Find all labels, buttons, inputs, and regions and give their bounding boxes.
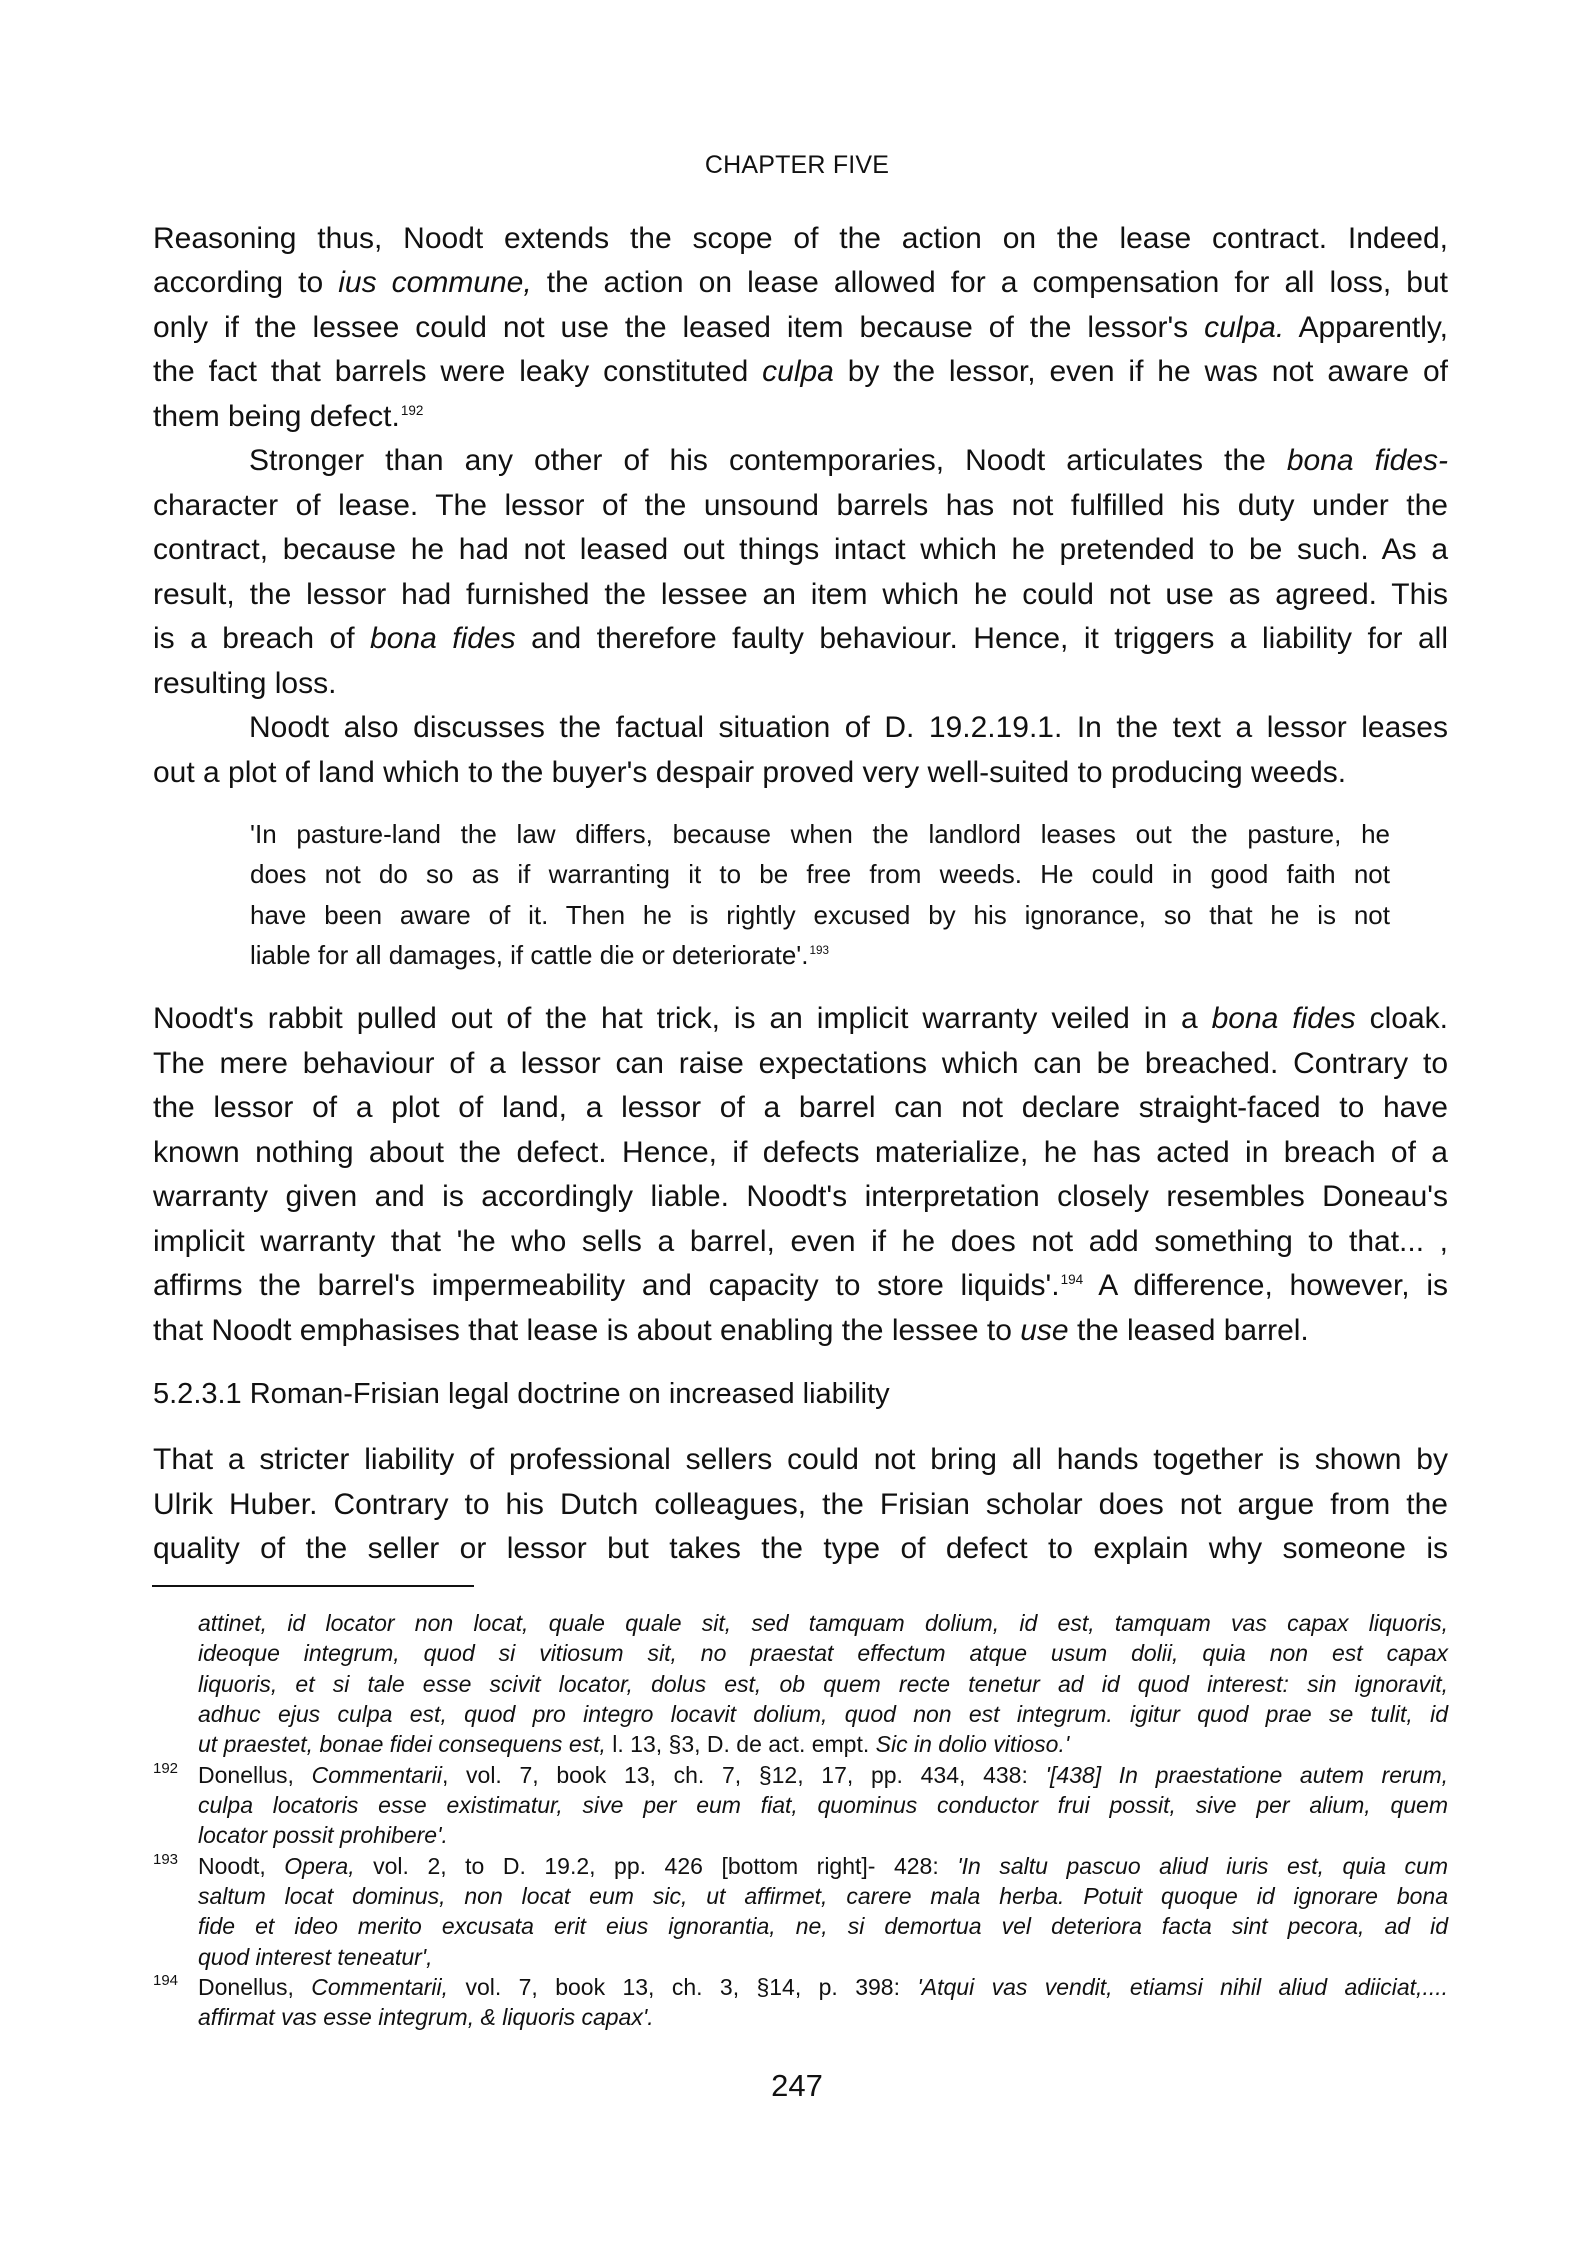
body-line — [153, 755, 1346, 791]
text-run: liable for all damages, if cattle die or deteriorate'. — [250, 940, 809, 970]
body-line — [153, 666, 336, 702]
text-run: 5.2.3.1 Roman-Frisian legal doctrine on increased liability — [153, 1378, 890, 1410]
blockquote-line — [250, 939, 829, 977]
footnote-line — [198, 1639, 1448, 1667]
body-line — [153, 1001, 1448, 1037]
text-run: the fact that barrels were leaky constituted — [153, 355, 763, 388]
italic-text: bona fides- — [1286, 444, 1448, 477]
body-line — [153, 621, 1448, 657]
body-line — [153, 1046, 1448, 1082]
body-line — [153, 221, 1448, 257]
text-run: warranty given and is accordingly liable. Noodt's interpretation closely resembles Doneau's — [153, 1180, 1448, 1213]
text-run: Ulrik Huber. Contrary to his Dutch colleagues, the Frisian scholar does not argue from the — [153, 1488, 1448, 1521]
text-run: according to — [153, 266, 339, 299]
body-line — [153, 1268, 1448, 1309]
body-line — [153, 310, 1448, 346]
footnote-line — [198, 1761, 1448, 1789]
blockquote-line — [250, 899, 1390, 931]
italic-text: affirmat vas esse integrum, & liquoris capax'. — [198, 2004, 654, 2030]
text-run: Noodt, — [198, 1853, 285, 1879]
italic-text: culpa locatoris esse existimatur, sive per eum fiat, quominus conductor frui possit, sive per alium, quem — [198, 1792, 1448, 1818]
footnote-line — [198, 1882, 1448, 1910]
body-line — [153, 532, 1448, 568]
body-line — [153, 1531, 1448, 1567]
text-run: contract, because he had not leased out things intact which he pretended to be such. As a — [153, 533, 1448, 566]
italic-text: 'In saltu pascuo aliud iuris est, quia cum — [957, 1853, 1448, 1879]
text-run: l. 13, §3, D. de act. empt. — [605, 1731, 876, 1757]
text-run: them being defect. — [153, 400, 400, 433]
text-run: Donellus, — [198, 1974, 312, 2000]
body-line — [153, 1224, 1448, 1260]
body-line — [153, 1487, 1448, 1523]
text-run: the leased barrel. — [1068, 1314, 1309, 1347]
text-run: vol. 2, to D. 19.2, pp. 426 [bottom right]- 428: — [354, 1853, 958, 1879]
body-line — [153, 1442, 1448, 1478]
italic-text: ius commune, — [338, 266, 532, 299]
footnote-number: 192 — [153, 1760, 179, 1777]
text-run: implicit warranty that 'he who sells a barrel, even if he does not add something to that... , — [153, 1225, 1448, 1258]
footnote-line — [198, 2003, 654, 2031]
text-run: The mere behaviour of a lessor can raise expectations which can be breached. Contrary to — [153, 1047, 1448, 1080]
footnote-reference[interactable]: 194 — [1060, 1271, 1084, 1287]
body-line — [153, 577, 1448, 613]
text-run: Stronger than any other of his contemporaries, Noodt articulates the — [249, 444, 1287, 477]
body-line — [153, 488, 1448, 524]
text-run: have been aware of it. Then he is rightly excused by his ignorance, so that he is not — [250, 900, 1390, 930]
italic-text: liquoris, et si tale esse scivit locator, dolus est, ob quem recte tenetur ad id quod interest: sin ignoravit, — [198, 1671, 1448, 1697]
footnote-line — [198, 1730, 1069, 1758]
footnote-line — [198, 1609, 1448, 1637]
footnote-line — [198, 1912, 1448, 1940]
italic-text: ideoque integrum, quod si vitiosum sit, no praestat effectum atque usum dolii, quia non est capax — [198, 1640, 1448, 1666]
text-run: result, the lessor had furnished the lessee an item which he could not use as agreed. This — [153, 578, 1448, 611]
body-line — [153, 1313, 1309, 1349]
running-head: CHAPTER FIVE — [704, 151, 890, 179]
italic-text: Commentarii — [311, 1762, 442, 1788]
text-run: Noodt's rabbit pulled out of the hat trick, is an implicit warranty veiled in a — [153, 1002, 1212, 1035]
text-run: by the lessor, even if he was not aware of — [833, 355, 1448, 388]
italic-text: fide et ideo merito excusata erit eius ignorantia, ne, si demortua vel deteriora facta sint pecora, ad id — [198, 1913, 1448, 1939]
italic-text: use — [1020, 1314, 1069, 1347]
text-run: 'In pasture-land the law differs, because when the landlord leases out the pasture, he — [250, 819, 1390, 849]
text-run: the action on lease allowed for a compensation for all loss, but — [531, 266, 1448, 299]
footnote-number: 193 — [153, 1851, 179, 1868]
text-run: Noodt also discusses the factual situation of D. 19.2.19.1. In the text a lessor leases — [249, 711, 1448, 744]
body-line — [249, 710, 1448, 746]
body-line — [153, 265, 1448, 301]
italic-text: bona fides — [370, 622, 516, 655]
section-heading — [153, 1376, 890, 1412]
body-line — [153, 399, 423, 440]
footnote-line — [198, 1700, 1448, 1728]
text-run: A difference, however, is — [1083, 1269, 1448, 1302]
text-run: affirms the barrel's impermeability and capacity to store liquids'. — [153, 1269, 1060, 1302]
italic-text: locator possit prohibere'. — [198, 1822, 448, 1848]
text-run: cloak. — [1355, 1002, 1448, 1035]
text-run: quality of the seller or lessor but takes the type of defect to explain why someone is — [153, 1532, 1448, 1565]
blockquote-line — [250, 818, 1390, 850]
body-line — [153, 1179, 1448, 1215]
italic-text: quod interest teneatur', — [198, 1944, 433, 1970]
italic-text: adhuc ejus culpa est, quod pro integro locavit dolium, quod non est integrum. igitur quod prae se tulit, id — [198, 1701, 1448, 1727]
footnote-line — [198, 1821, 448, 1849]
italic-text: 'Atqui vas vendit, etiamsi nihil aliud adiiciat,.... — [917, 1974, 1449, 2000]
blockquote-line — [250, 858, 1390, 890]
footnote-reference[interactable]: 192 — [400, 402, 424, 418]
body-line — [153, 1090, 1448, 1126]
text-run: resulting loss. — [153, 667, 337, 700]
text-run: does not do so as if warranting it to be free from weeds. He could in good faith not — [250, 859, 1390, 889]
italic-text: Sic in dolio vitioso.' — [875, 1731, 1070, 1757]
text-run: Reasoning thus, Noodt extends the scope of the action on the lease contract. Indeed, — [153, 222, 1448, 255]
italic-text: '[438] In praestatione autem rerum, — [1045, 1762, 1448, 1788]
text-run: known nothing about the defect. Hence, if defects materialize, he has acted in breach of a — [153, 1136, 1448, 1169]
text-run: out a plot of land which to the buyer's despair proved very well-suited to producing weeds. — [153, 756, 1347, 789]
body-line — [249, 443, 1448, 479]
page-number: 247 — [771, 2068, 823, 2103]
footnote-line — [198, 1791, 1448, 1819]
italic-text: attinet, id locator non locat, quale quale sit, sed tamquam dolium, id est, tamquam vas capax liquoris, — [198, 1610, 1448, 1636]
text-run: that Noodt emphasises that lease is about enabling the lessee to — [153, 1314, 1021, 1347]
body-line — [153, 1135, 1448, 1171]
text-run: Donellus, — [198, 1762, 312, 1788]
text-run: is a breach of — [153, 622, 371, 655]
text-run: , vol. 7, book 13, ch. 7, §12, 17, pp. 434, 438: — [441, 1762, 1046, 1788]
footnote-number: 194 — [153, 1972, 179, 1989]
italic-text: Opera, — [284, 1853, 355, 1879]
text-run: only if the lessee could not use the leased item because of the lessor's — [153, 311, 1205, 344]
text-run: vol. 7, book 13, ch. 3, §14, p. 398: — [448, 1974, 918, 2000]
text-run: the lessor of a plot of land, a lessor of a barrel can not declare straight-faced to have — [153, 1091, 1448, 1124]
footnote-separator — [152, 1585, 474, 1587]
text-run: Apparently, — [1284, 311, 1448, 344]
text-run: and therefore faulty behaviour. Hence, it triggers a liability for all — [515, 622, 1448, 655]
italic-text: saltum locat dominus, non locat eum sic, ut affirmet, carere mala herba. Potuit quoque id ignorare bona — [198, 1883, 1448, 1909]
footnote-line — [198, 1973, 1448, 2001]
footnote-reference[interactable]: 193 — [809, 944, 829, 958]
footnote-line — [198, 1670, 1448, 1698]
footnote-line — [198, 1943, 433, 1971]
italic-text: Commentarii, — [311, 1974, 449, 2000]
footnote-line — [198, 1852, 1448, 1880]
italic-text: culpa. — [1204, 311, 1285, 344]
text-run: That a stricter liability of professional sellers could not bring all hands together is shown by — [153, 1443, 1448, 1476]
italic-text: culpa — [762, 355, 834, 388]
italic-text: bona fides — [1211, 1002, 1356, 1035]
body-line — [153, 354, 1448, 390]
italic-text: ut praestet, bonae fidei consequens est, — [198, 1731, 606, 1757]
text-run: character of lease. The lessor of the unsound barrels has not fulfilled his duty under the — [153, 489, 1448, 522]
